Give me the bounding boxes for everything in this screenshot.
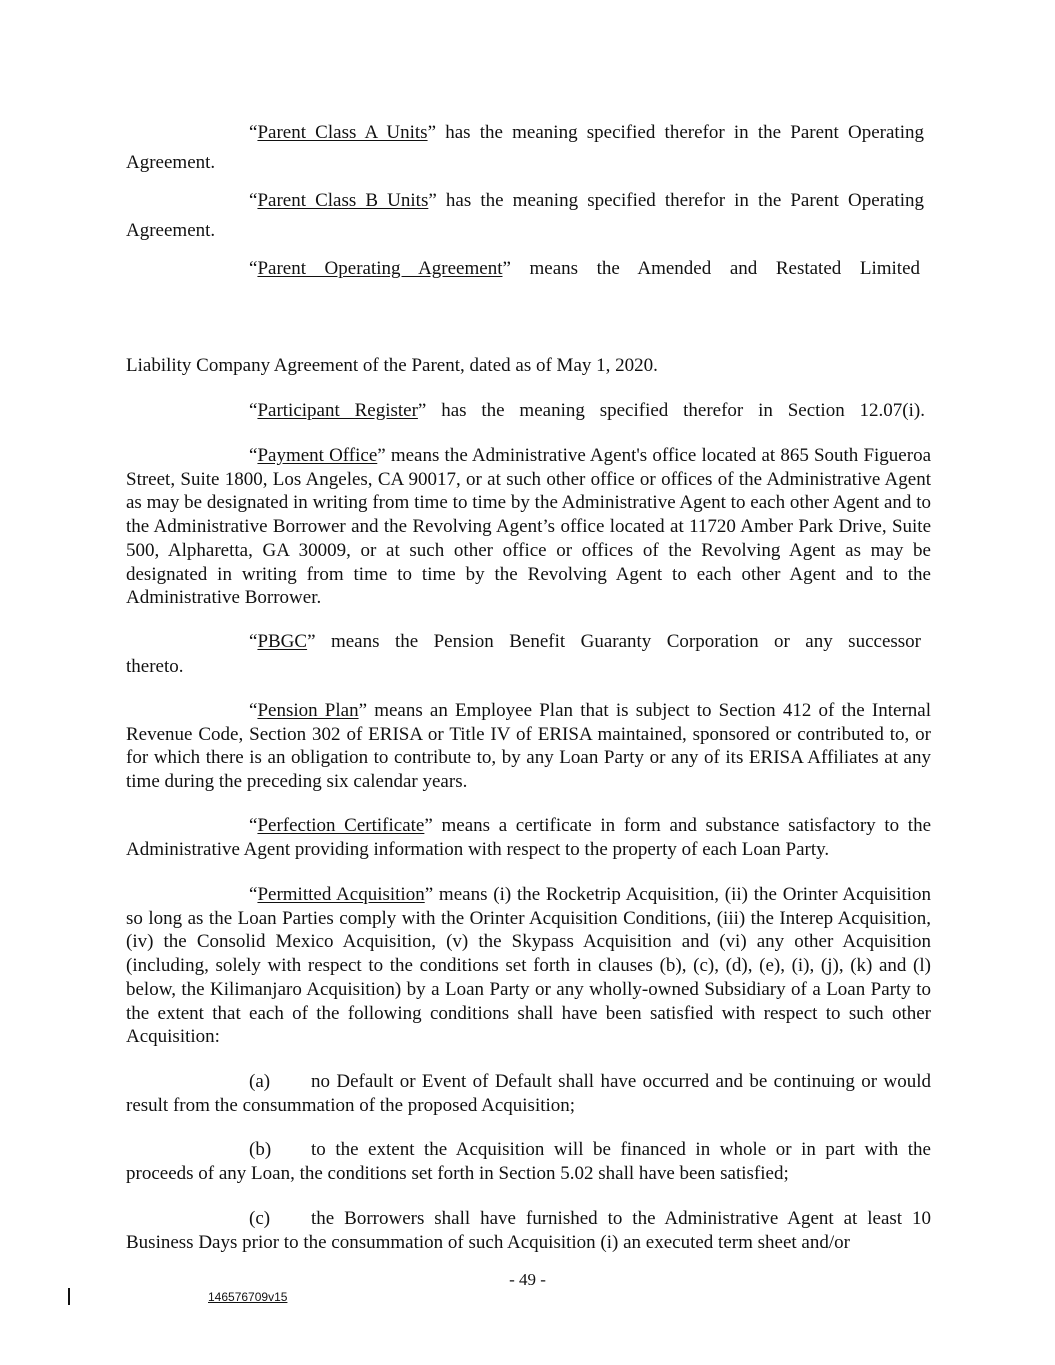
definition-parent-class-b-units: “Parent Class B Units” has the meaning specified therefor in the Parent Operating [249, 190, 924, 211]
clause-text: to the extent the Acquisition will be financed in whole or in part with the proceeds of any Loan, the conditions set forth in Section 5.02 shall have been satisfied; [126, 1139, 931, 1184]
clause-label: (b) [249, 1139, 272, 1160]
definition-continuation: Liability Company Agreement of the Parent, dated as of May 1, 2020. [126, 355, 658, 376]
definition-pbgc: “PBGC” means the Pension Benefit Guaranty Corporation or any successor [249, 631, 921, 652]
change-bar [68, 1288, 70, 1305]
defined-term: PBGC [257, 631, 308, 652]
document-id: 146576709v15 [208, 1290, 288, 1304]
defined-term: Pension Plan [257, 700, 359, 721]
defined-term: Participant Register [257, 400, 418, 421]
definition-perfection-certificate: “Perfection Certificate” means a certificate in form and substance satisfactory to the Administrative Agent providing information with respect to the property of each Loan Party. [126, 815, 931, 860]
clause-a [126, 1070, 931, 1117]
definition-pension-plan: “Pension Plan” means an Employee Plan that is subject to Section 412 of the Internal Revenue Code, Section 302 of ERISA or Title IV of ERISA maintained, sponsored or contributed to, or for which there is an obligation to contribute to, by any Loan Party or any of its ERISA Affiliates at any time during the preceding six calendar years. [126, 700, 931, 793]
page-number: - 49 - [509, 1270, 546, 1289]
clause-text: the Borrowers shall have furnished to the Administrative Agent at least 10 Business Days prior to the consummation of such Acquisition (i) an executed term sheet and/or [126, 1208, 931, 1253]
defined-term: Perfection Certificate [257, 815, 425, 836]
definition-permitted-acquisition: “Permitted Acquisition” means (i) the Rocketrip Acquisition, (ii) the Orinter Acquisition so long as the Loan Parties comply with the Orinter Acquisition Conditions, (iii) the Interep Acquisition, (iv) the Consolid Mexico Acquisition, (v) the Skypass Acquisition and (vi) any other Acquisition (including, solely with respect to the conditions set forth in clauses (b), (c), (d), (e), (i), (j), (k) and (l) below, the Kilimanjaro Acquisition) by a Loan Party or any wholly-owned Subsidiary of a Loan Party to the extent that each of the following conditions shall have been satisfied with respect to such other Acquisition: [126, 884, 932, 1048]
clause-c [126, 1207, 931, 1254]
definition-continuation: thereto. [126, 656, 184, 677]
definition-parent-class-a-units: “Parent Class A Units” has the meaning specified therefor in the Parent Operating [249, 122, 924, 143]
definition-continuation: Agreement. [126, 220, 216, 241]
definition-parent-operating-agreement: “Parent Operating Agreement” means the Amended and Restated Limited [249, 258, 921, 279]
clause-text: no Default or Event of Default shall have occurred and be continuing or would result from the consummation of the proposed Acquisition; [126, 1071, 931, 1116]
definition-payment-office: “Payment Office” means the Administrative Agent's office located at 865 South Figueroa Street, Suite 1800, Los Angeles, CA 90017, or at such other office or offices of the Administrative Agent as may be designated in writing from time to time by the Administrative Agent to each other Agent and to the Administrative Borrower and the Revolving Agent’s office located at 11720 Amber Park Drive, Suite 500, Alpharetta, GA 30009, or at such other office or offices of the Revolving Agent as may be designated in writing from time to time by the Revolving Agent to each other Agent and to the Administrative Borrower. [126, 445, 932, 609]
defined-term: Parent Class A Units [257, 122, 428, 143]
definition-participant-register: “Participant Register” has the meaning specified therefor in Section 12.07(i). [249, 400, 925, 421]
defined-term: Parent Class B Units [257, 190, 429, 211]
definition-continuation: Agreement. [126, 152, 216, 173]
clause-label: (c) [249, 1208, 271, 1229]
defined-term: Payment Office [257, 445, 378, 466]
defined-term: Parent Operating Agreement [257, 258, 503, 279]
clause-label: (a) [249, 1071, 271, 1092]
clause-b [126, 1138, 931, 1185]
defined-term: Permitted Acquisition [257, 884, 425, 905]
